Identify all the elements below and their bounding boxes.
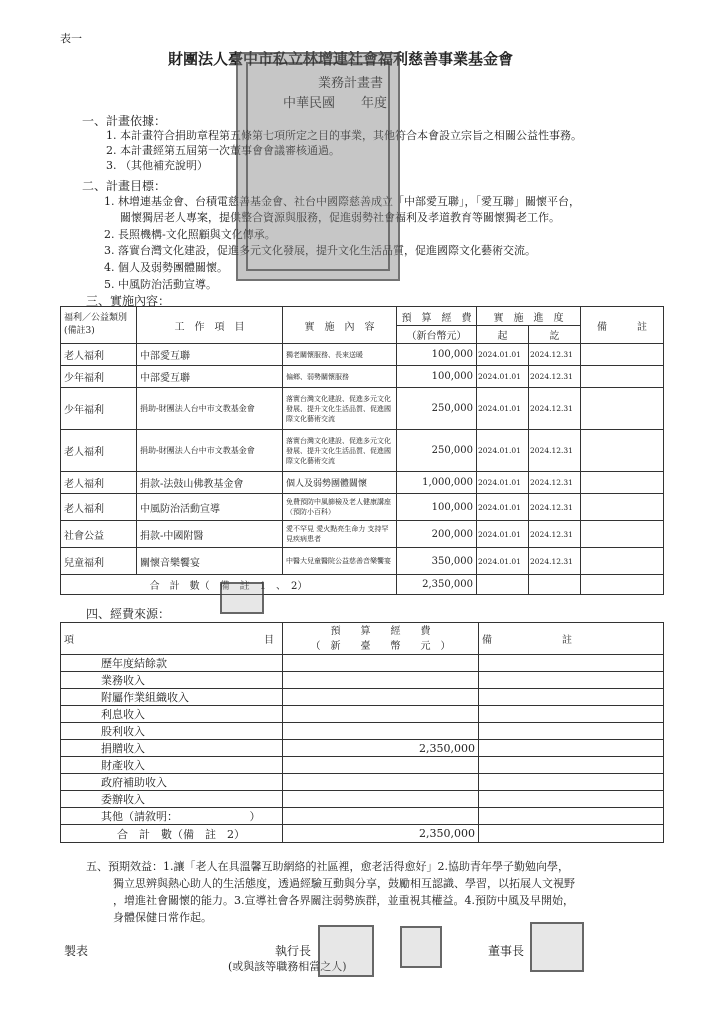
fiscal-year-line: 中華民國 年度	[283, 96, 388, 111]
row-category: 兒童福利	[61, 548, 137, 575]
section-2-item: 5. 中風防治活動宣導。	[104, 278, 217, 291]
row-end: 2024.12.31	[529, 548, 581, 575]
table-row	[61, 430, 664, 472]
section-2-item: 關懷獨居老人專案，提供整合資源與服務，促進弱勢社會福利及孝道教育等關懷獨老工作。	[120, 211, 560, 224]
funding-source-value	[283, 723, 479, 740]
row-budget: 200,000	[397, 521, 477, 548]
funding-source-value	[283, 672, 479, 689]
document-title: 財團法人臺中市私立林增連社會福利慈善事業基金會	[168, 50, 514, 68]
section-4-heading: 四、經費來源：	[86, 607, 171, 621]
list-item	[61, 774, 664, 791]
header-budget-unit: （新台幣元）	[397, 326, 477, 344]
funding-source-value	[283, 791, 479, 808]
funding-source-label: 歷年度結餘款	[61, 655, 283, 672]
row-content: 落實台灣文化建設、促進多元文化發展、提升文化生活品質、促進國際文化藝術交流	[283, 430, 397, 472]
row-category: 少年福利	[61, 388, 137, 430]
budget-unit: （ 新 臺 幣 元 ）	[310, 640, 451, 652]
row-start: 2024.01.01	[477, 366, 529, 388]
row-item: 中部愛互聯	[137, 344, 283, 366]
section-2-item: 1. 林增連基金會、台積電慈善基金會、社台中國際慈善成立「中部愛互聯」，「愛互聯」關懷平台，	[104, 195, 580, 208]
chairman-seal-stamp	[530, 922, 584, 972]
row-end: 2024.12.31	[529, 472, 581, 494]
section-2-item: 3. 落實台灣文化建設，促進多元文化發展，提升文化生活品質，促進國際文化藝術交流。	[104, 244, 536, 257]
executive-seal-stamp	[318, 925, 374, 977]
row-start: 2024.01.01	[477, 548, 529, 575]
row-category: 老人福利	[61, 344, 137, 366]
row-item: 捐助-財團法人台中市文教基金會	[137, 430, 283, 472]
partial-seal-stamp	[220, 582, 264, 614]
section-1-item: 1. 本計畫符合捐助章程第五條第七項所定之目的事業，其他符合本會設立宗旨之相關公益性事務。	[106, 129, 582, 142]
funding-source-value	[283, 689, 479, 706]
row-note	[581, 344, 664, 366]
list-item	[61, 808, 664, 825]
funding-table	[60, 622, 664, 843]
row-content: 免費預防中風篩檢及老人健康講座（預防小百科）	[283, 494, 397, 521]
row-content: 中醫大兒童醫院公益慈善音樂饗宴	[283, 548, 397, 575]
row-note	[581, 388, 664, 430]
row-end: 2024.12.31	[529, 366, 581, 388]
row-note	[581, 472, 664, 494]
row-item: 捐助-財團法人台中市文教基金會	[137, 388, 283, 430]
row-budget: 100,000	[397, 366, 477, 388]
preparer-label: 製表	[64, 944, 89, 958]
row-content: 獨老關懷服務、長來送暖	[283, 344, 397, 366]
row-start: 2024.01.01	[477, 388, 529, 430]
row-budget: 250,000	[397, 388, 477, 430]
funding-total-value: 2,350,000	[283, 825, 479, 843]
row-end: 2024.12.31	[529, 344, 581, 366]
funding-source-label: 利息收入	[61, 706, 283, 723]
row-end: 2024.12.31	[529, 521, 581, 548]
section-5-line: ，增進社會關懷的能力。3.宣導社會各界關注弱勢族群，並重視其權益。4.預防中風及早開始，	[113, 894, 574, 907]
section-1-heading: 一、計畫依據：	[82, 114, 167, 128]
funding-source-value	[283, 757, 479, 774]
list-item	[61, 791, 664, 808]
table-row	[61, 472, 664, 494]
section-5-line: 五、預期效益：1.讓「老人在具溫馨互助網絡的社區裡，愈老活得愈好」2.協助青年學子勤勉向學，	[86, 860, 569, 873]
funding-total-row	[61, 825, 664, 843]
foundation-seal-stamp	[236, 52, 400, 281]
form-number: 表一	[60, 32, 82, 45]
header-work-item: 工 作 項 目	[137, 307, 283, 344]
header-schedule: 實 施 進 度	[477, 307, 581, 326]
section-2-item: 4. 個人及弱勢團體關懷。	[104, 261, 228, 274]
row-item: 中風防治活動宣導	[137, 494, 283, 521]
table-row	[61, 366, 664, 388]
row-item: 中部愛互聯	[137, 366, 283, 388]
funding-source-label: 附屬作業組織收入	[61, 689, 283, 706]
row-note	[581, 548, 664, 575]
header-budget: 預 算 經 費	[397, 307, 477, 326]
funding-source-value	[283, 706, 479, 723]
funding-source-label: 財產收入	[61, 757, 283, 774]
implementation-table	[60, 306, 664, 595]
row-content: 落實台灣文化建設、促進多元文化發展、提升文化生活品質、促進國際文化藝術交流	[283, 388, 397, 430]
row-category: 社會公益	[61, 521, 137, 548]
section-5-line: 獨立思辨與熱心助人的生活態度，透過經驗互動與分享，鼓勵相互認識、學習，以拓展人文視野	[113, 877, 575, 890]
row-content: 個人及弱勢團體關懷	[283, 472, 397, 494]
header-note: 備 註	[581, 307, 664, 344]
funding-source-label: 委辦收入	[61, 791, 283, 808]
total-label: 合 計 數（ 備 註 1 、 2）	[61, 575, 397, 595]
section-1-item: 3. （其他補充說明）	[106, 159, 208, 172]
executive-label: 執行長	[275, 944, 312, 958]
funding-total-label: 合 計 數（備 註 2）	[61, 825, 283, 843]
funding-source-label: 業務收入	[61, 672, 283, 689]
section-1-item: 2. 本計畫經第五屆第一次董事會會議審核通過。	[106, 144, 340, 157]
chairman-label: 董事長	[488, 944, 525, 958]
table-row	[61, 344, 664, 366]
header-funding-item: 項 目	[61, 623, 283, 655]
row-item: 捐款-法鼓山佛教基金會	[137, 472, 283, 494]
table-row	[61, 548, 664, 575]
header-start: 起	[477, 326, 529, 344]
funding-source-label: 捐贈收入	[61, 740, 283, 757]
row-category: 老人福利	[61, 494, 137, 521]
row-note	[581, 494, 664, 521]
header-content: 實 施 內 容	[283, 307, 397, 344]
funding-source-label: 政府補助收入	[61, 774, 283, 791]
row-start: 2024.01.01	[477, 472, 529, 494]
list-item	[61, 757, 664, 774]
row-item: 關懷音樂饗宴	[137, 548, 283, 575]
executive-note: (或與該等職務相當之人)	[228, 960, 347, 973]
funding-source-value	[283, 808, 479, 825]
row-budget: 100,000	[397, 344, 477, 366]
row-start: 2024.01.01	[477, 430, 529, 472]
budget-heading: 預 算 經 費	[330, 625, 431, 637]
row-start: 2024.01.01	[477, 344, 529, 366]
list-item	[61, 672, 664, 689]
row-start: 2024.01.01	[477, 494, 529, 521]
row-category: 老人福利	[61, 430, 137, 472]
header-category: 福利／公益類別(備註3)	[61, 307, 137, 344]
section-2-heading: 二、計畫目標：	[82, 179, 167, 193]
list-item	[61, 655, 664, 672]
list-item	[61, 689, 664, 706]
list-item	[61, 723, 664, 740]
row-note	[581, 366, 664, 388]
document-subtitle: 業務計畫書	[318, 76, 384, 91]
row-end: 2024.12.31	[529, 494, 581, 521]
row-budget: 100,000	[397, 494, 477, 521]
executive-personal-seal-stamp	[400, 926, 442, 968]
row-category: 老人福利	[61, 472, 137, 494]
row-end: 2024.12.31	[529, 388, 581, 430]
row-budget: 250,000	[397, 430, 477, 472]
row-start: 2024.01.01	[477, 521, 529, 548]
table-row	[61, 388, 664, 430]
table-row	[61, 521, 664, 548]
header-end: 訖	[529, 326, 581, 344]
funding-source-value	[283, 774, 479, 791]
table-row	[61, 494, 664, 521]
row-note	[581, 430, 664, 472]
row-content: 偏鄉、弱勢關懷服務	[283, 366, 397, 388]
header-funding-budget	[283, 623, 479, 655]
total-budget: 2,350,000	[397, 575, 477, 595]
row-content: 愛不罕見 愛火點亮生命力 支持罕見疾病患者	[283, 521, 397, 548]
table-total-row	[61, 575, 664, 595]
section-3-heading: 三、實施內容：	[86, 294, 171, 308]
list-item	[61, 706, 664, 723]
row-budget: 1,000,000	[397, 472, 477, 494]
funding-source-label: 股利收入	[61, 723, 283, 740]
row-budget: 350,000	[397, 548, 477, 575]
section-2-item: 2. 長照機構-文化照顧與文化傳承。	[104, 228, 276, 241]
row-category: 少年福利	[61, 366, 137, 388]
row-note	[581, 521, 664, 548]
row-item: 捐款-中國附醫	[137, 521, 283, 548]
funding-source-value: 2,350,000	[283, 740, 479, 757]
section-5-line: 身體保健日常作起。	[113, 911, 212, 924]
funding-source-label: 其他（請敘明： ）	[61, 808, 283, 825]
header-funding-note: 備 註	[479, 623, 664, 655]
funding-source-value	[283, 655, 479, 672]
list-item	[61, 740, 664, 757]
row-end: 2024.12.31	[529, 430, 581, 472]
